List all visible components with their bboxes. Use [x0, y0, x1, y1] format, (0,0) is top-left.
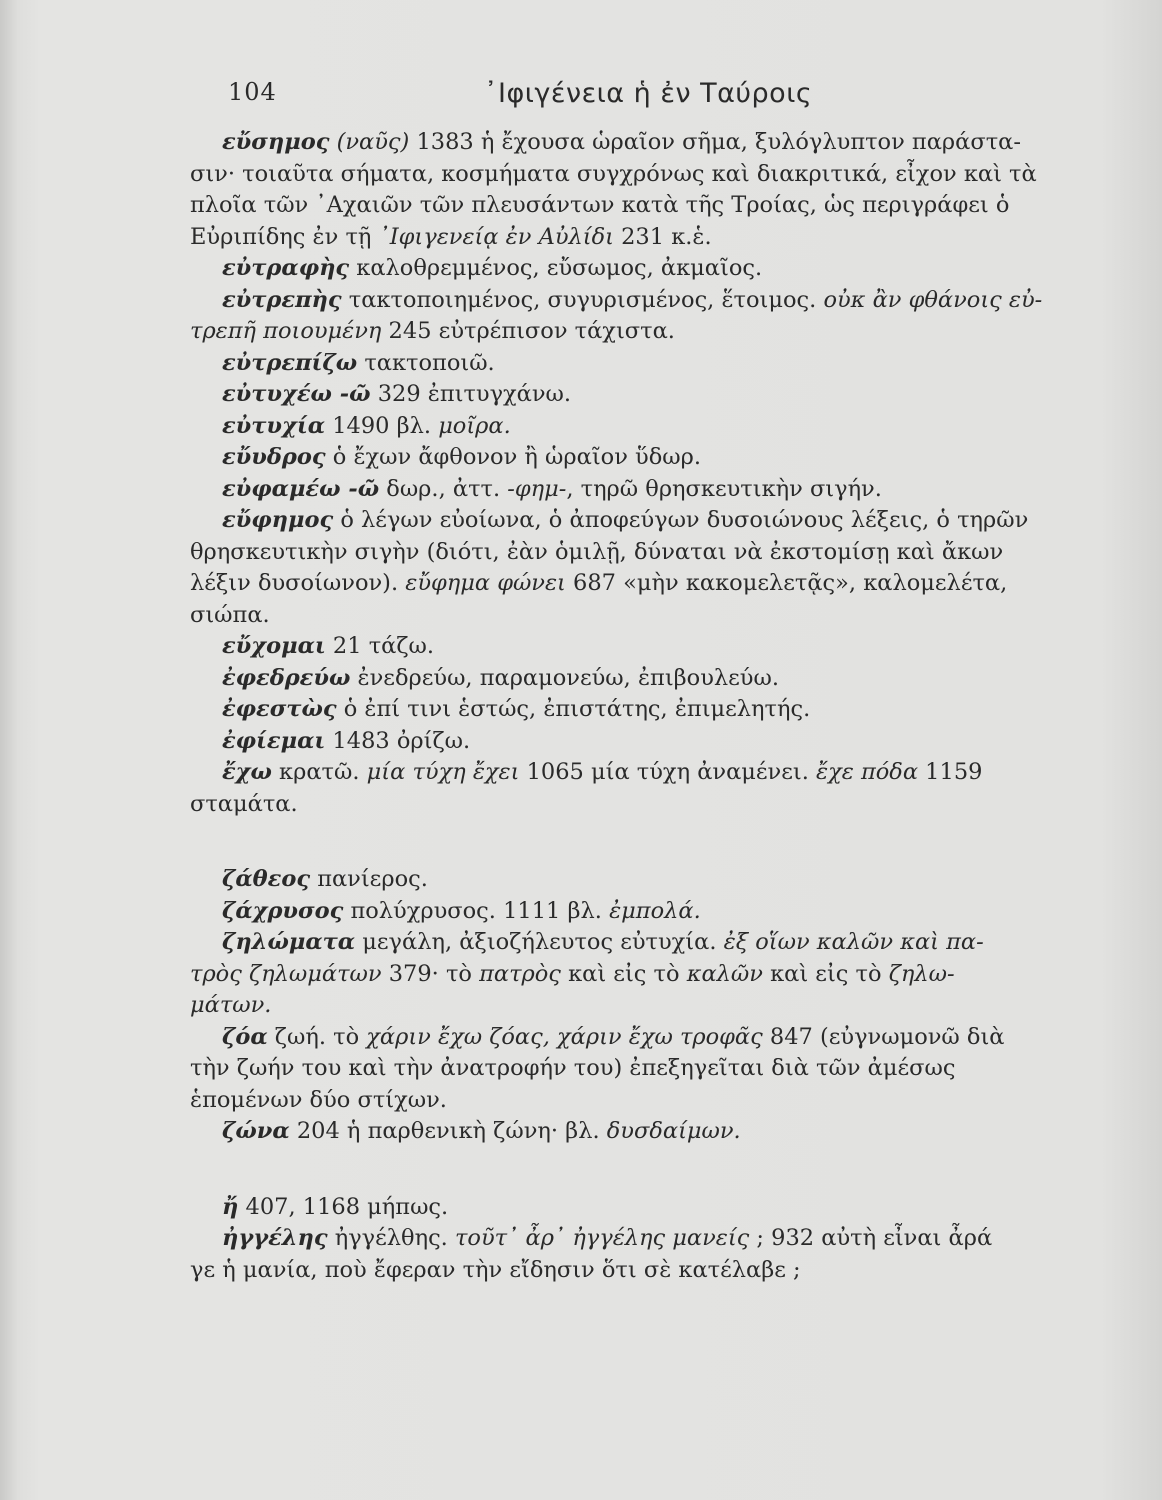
definition-text: καὶ εἰς τὸ — [762, 960, 889, 987]
entry-headword: ἤ — [222, 1193, 239, 1220]
definition-text: 407, 1168 μήπως. — [238, 1193, 449, 1220]
definition-text: 329 ἐπιτυγχάνω. — [370, 381, 572, 407]
definition-text: 379· τὸ — [381, 960, 480, 987]
glossary-continuation-line — [190, 1255, 1130, 1287]
quoted-text: μία τύχη ἔχει — [366, 759, 520, 785]
quoted-text: μοῖρα. — [438, 412, 511, 439]
glossary-continuation-line — [190, 789, 1130, 821]
entry-headword: εὐτραφὴς — [222, 255, 350, 281]
definition-text: 847 (εὐγνωμονῶ διὰ — [762, 1023, 1005, 1050]
glossary-entry-line — [190, 864, 1130, 896]
glossary-continuation-line — [190, 159, 1130, 191]
definition-text: πανίερος. — [310, 866, 428, 892]
glossary-continuation-line — [190, 190, 1130, 222]
glossary-entry-line — [190, 411, 1130, 443]
entry-headword: εὐφαμέω -ῶ — [222, 475, 380, 502]
definition-text: ἐνεδρεύω, παραμονεύω, ἐπιβουλεύω. — [350, 664, 779, 691]
glossary-continuation-line — [190, 990, 1130, 1022]
definition-text: καὶ εἰς τὸ — [560, 960, 687, 987]
glossary-entry-line — [190, 896, 1130, 928]
quoted-text: τοῦτ᾿ ἆρ᾿ ἠγγέλης μανείς — [454, 1225, 750, 1251]
definition-text: 1159 — [918, 759, 983, 785]
page-header — [0, 78, 1162, 118]
quoted-text: -φημ- — [507, 475, 567, 502]
page-number: 104 — [228, 78, 277, 106]
definition-text: σιν· τοιαῦτα σήματα, κοσμήματα συγχρόνως καὶ διακριτικά, εἶχον καὶ τὰ — [190, 160, 1037, 187]
glossary-continuation-line — [190, 537, 1130, 569]
glossary-entry-line — [190, 1192, 1130, 1224]
quoted-text: τρὸς ζηλωμάτων — [190, 960, 382, 987]
definition-text: ὁ ἐπί τινι ἑστώς, ἐπιστάτης, ἐπιμελητής. — [336, 696, 811, 722]
definition-text: 1490 βλ. — [325, 412, 439, 439]
glossary-entry-line — [190, 1116, 1130, 1148]
definition-text: 231 κ.ἑ. — [613, 223, 712, 250]
definition-text: 1383 ἡ ἔχουσα ὡραῖον σῆμα, ξυλόγλυπτον παράστα- — [409, 129, 1021, 155]
glossary-entry-line — [190, 927, 1130, 959]
glossary-entry-line — [190, 253, 1130, 285]
entry-headword: ἐφεστὼς — [222, 696, 337, 722]
entry-headword: ζόα — [222, 1023, 268, 1050]
definition-text: ὁ ἔχων ἄφθονον ἢ ὡραῖον ὕδωρ. — [325, 444, 701, 470]
definition-text: ζωή. τὸ — [267, 1023, 367, 1050]
definition-text: 1065 μία τύχη ἀναμένει. — [519, 759, 817, 785]
quoted-text: χάριν ἔχω ζόας, χάριν ἔχω τροφᾶς — [366, 1023, 763, 1050]
running-title: ᾿Ιφιγένεια ἡ ἐν Ταύροις — [484, 78, 813, 109]
entry-headword: ζηλώματα — [222, 929, 356, 955]
quoted-text: ζηλω- — [888, 960, 955, 987]
definition-text: , τηρῶ θρησκευτικὴν σιγήν. — [566, 475, 882, 502]
entry-headword: ζάθεος — [222, 866, 311, 892]
glossary-entry-line — [190, 474, 1130, 506]
definition-text: ἠγγέλθης. — [327, 1225, 455, 1251]
definition-text: 1483 ὀρίζω. — [325, 727, 471, 754]
quoted-text: εὔφημα φώνει — [405, 570, 566, 596]
glossary-entry-line — [190, 663, 1130, 695]
entry-headword: εὔυδρος — [222, 444, 326, 470]
definition-text: ; 932 αὐτὴ εἶναι ἆρά — [749, 1225, 993, 1251]
definition-text: τακτοποιημένος, συγυρισμένος, ἕτοιμος. — [341, 286, 824, 313]
quoted-text: (ναῦς) — [336, 129, 410, 155]
quoted-text: ἐμπολά. — [609, 897, 701, 924]
definition-text: καλοθρεμμένος, εὔσωμος, ἀκμαῖος. — [349, 255, 763, 281]
quoted-text: ἐξ οἵων καλῶν καὶ πα- — [723, 929, 984, 955]
glossary-entry-line — [190, 694, 1130, 726]
definition-text: πολύχρυσος. 1111 βλ. — [343, 897, 610, 924]
definition-text: λέξιν δυσοίωνον). — [190, 570, 406, 596]
glossary-entry-line — [190, 442, 1130, 474]
glossary-entry-line — [190, 379, 1130, 411]
entry-headword: ζώνα — [222, 1118, 290, 1144]
glossary-entry-line — [190, 1022, 1130, 1054]
definition-text: 21 τάζω. — [325, 633, 435, 659]
entry-headword: εὐτυχία — [222, 412, 326, 439]
glossary-entry-line — [190, 631, 1130, 663]
entry-headword: εὔχομαι — [222, 633, 326, 659]
quoted-text: πατρὸς — [479, 960, 561, 987]
glossary-entry-line — [190, 757, 1130, 789]
definition-text: σταμάτα. — [190, 790, 298, 817]
quoted-text: καλῶν — [686, 960, 763, 987]
section-gap — [190, 1148, 1130, 1192]
glossary-continuation-line — [190, 1053, 1130, 1085]
glossary-continuation-line — [190, 222, 1130, 254]
entry-headword: εὐτρεπίζω — [222, 349, 358, 376]
definition-text: 204 ἡ παρθενικὴ ζώνη· βλ. — [289, 1118, 607, 1144]
definition-text: δωρ., ἀττ. — [379, 475, 508, 502]
quoted-text: δυσδαίμων. — [606, 1118, 741, 1144]
definition-text: πλοῖα τῶν ᾿Αχαιῶν τῶν πλευσάντων κατὰ τῆς Τροίας, ὡς περιγράφει ὁ — [190, 192, 1010, 218]
entry-headword: εὔσημος — [222, 129, 330, 155]
definition-text: τὴν ζωήν του καὶ τὴν ἀνατροφήν του) ἐπεξηγεῖται διὰ τῶν ἀμέσως — [190, 1055, 956, 1081]
entry-headword: ἐφίεμαι — [222, 727, 326, 754]
definition-text: τακτοποιῶ. — [357, 349, 495, 376]
definition-text: γε ἡ μανία, ποὺ ἔφεραν τὴν εἴδησιν ὅτι σὲ κατέλαβε ; — [190, 1256, 801, 1283]
quoted-text: τρεπῆ ποιουμένη — [190, 318, 382, 344]
quoted-text: ᾿Ιφιγενείᾳ ἐν Αὐλίδι — [378, 223, 614, 250]
glossary-entry-line — [190, 127, 1130, 159]
glossary-entry-line — [190, 285, 1130, 317]
definition-text — [329, 129, 336, 155]
definition-text: 687 «μὴν κακομελετᾷς», καλομελέτα, — [565, 570, 1008, 596]
quoted-text: οὐκ ἂν φθάνοις εὐ- — [823, 286, 1043, 313]
glossary-continuation-line — [190, 568, 1130, 600]
entry-headword: εὐτυχέω -ῶ — [222, 381, 371, 407]
glossary-entry-line — [190, 348, 1130, 380]
glossary-continuation-line — [190, 1085, 1130, 1117]
glossary-entry-line — [190, 505, 1130, 537]
entry-headword: ζάχρυσος — [222, 897, 344, 924]
definition-text: σιώπα. — [190, 601, 270, 628]
glossary-continuation-line — [190, 600, 1130, 632]
glossary-body — [190, 127, 1130, 1286]
glossary-entry-line — [190, 726, 1130, 758]
definition-text: μεγάλη, ἀξιοζήλευτος εὐτυχία. — [355, 929, 724, 955]
entry-headword: εὐτρεπὴς — [222, 286, 342, 313]
section-gap — [190, 820, 1130, 864]
definition-text: Εὐριπίδης ἐν τῇ — [190, 223, 379, 250]
definition-text: ὁ λέγων εὐοίωνα, ὁ ἀποφεύγων δυσοιώνους λέξεις, ὁ τηρῶν — [333, 507, 1029, 533]
entry-headword: ἔχω — [222, 759, 272, 785]
glossary-entry-line — [190, 1223, 1130, 1255]
definition-text: ἑπομένων δύο στίχων. — [190, 1086, 447, 1113]
definition-text: κρατῶ. — [271, 759, 367, 785]
definition-text: 245 εὐτρέπισον τάχιστα. — [381, 318, 675, 344]
quoted-text: ἔχε πόδα — [816, 759, 919, 785]
glossary-continuation-line — [190, 959, 1130, 991]
quoted-text: μάτων. — [190, 992, 272, 1018]
entry-headword: ἐφεδρεύω — [222, 664, 351, 691]
glossary-continuation-line — [190, 316, 1130, 348]
entry-headword: ἠγγέλης — [222, 1225, 328, 1251]
entry-headword: εὔφημος — [222, 507, 334, 533]
definition-text: θρησκευτικὴν σιγὴν (διότι, ἐὰν ὁμιλῇ, δύναται νὰ ἐκστομίσῃ καὶ ἄκων — [190, 538, 1004, 565]
